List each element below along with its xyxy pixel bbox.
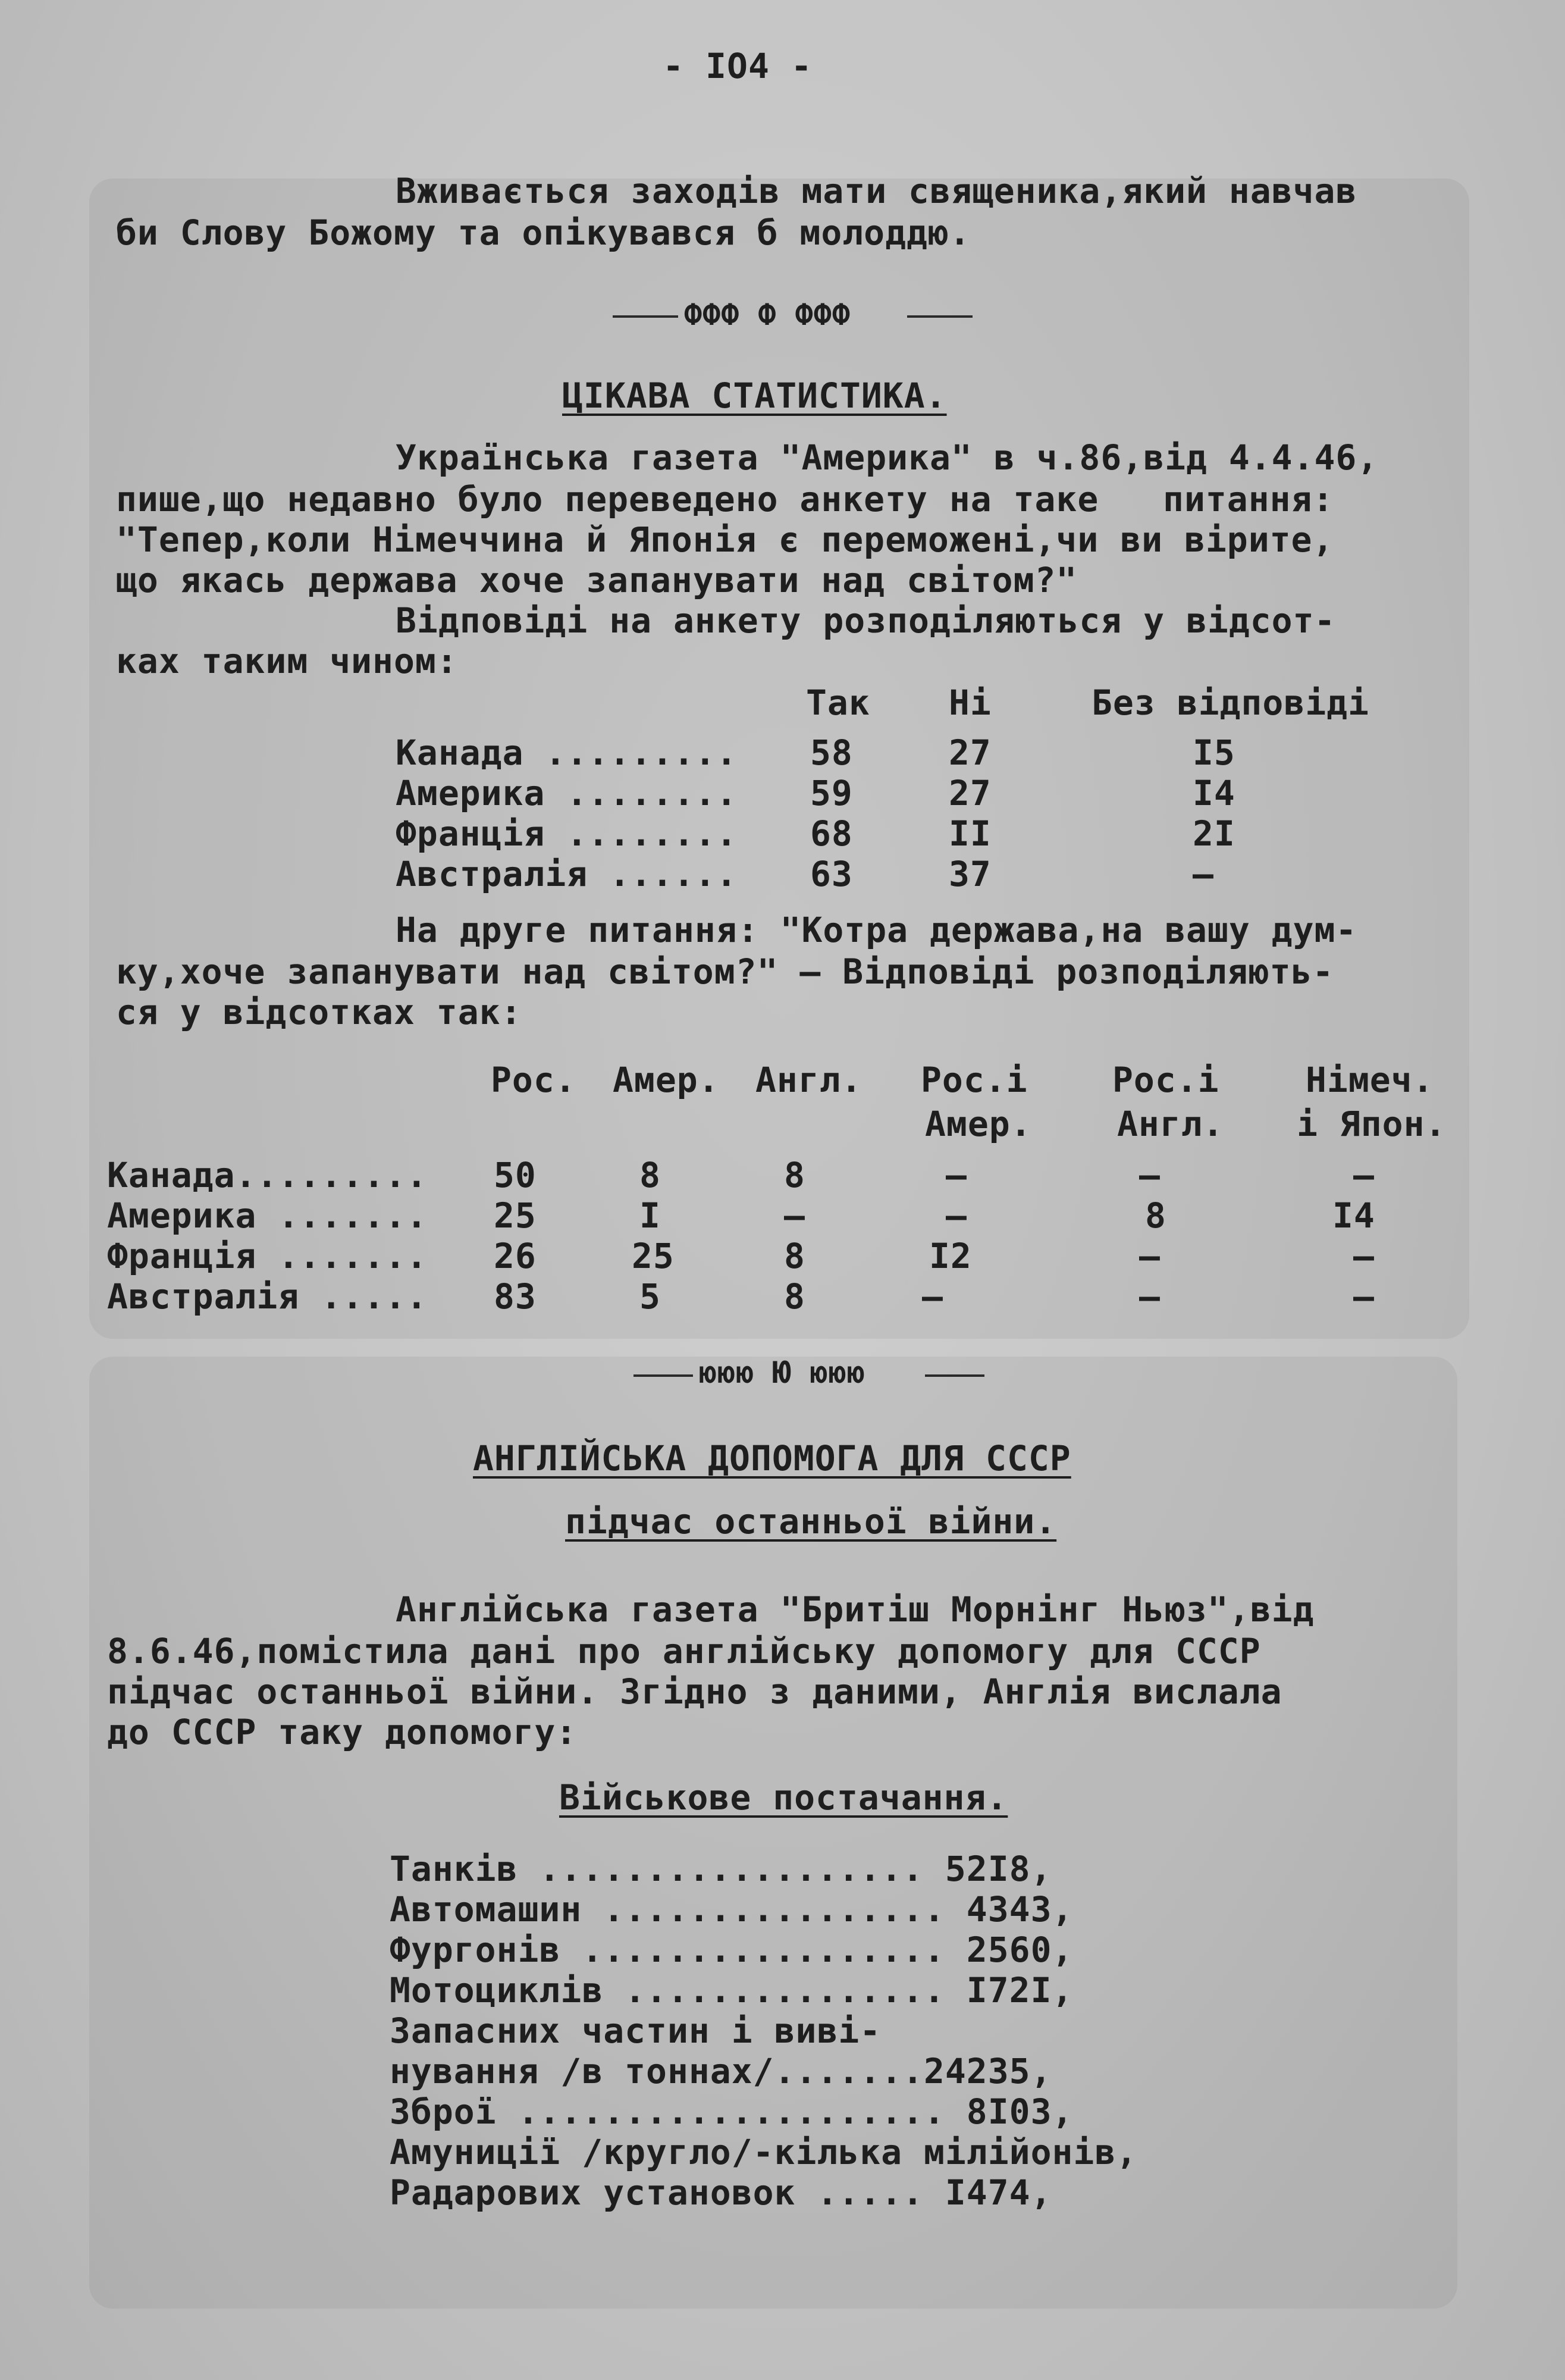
table2-cell: – xyxy=(1353,1236,1375,1276)
divider-ornament: ююю Ю ююю xyxy=(699,1355,865,1390)
table2-country: Австралія ..... xyxy=(107,1276,428,1317)
table2-cell: 25 xyxy=(494,1195,537,1236)
table2-country: Канада......... xyxy=(107,1155,428,1195)
paragraph-line: На друге питання: "Котра держава,на вашу дум- xyxy=(396,910,1357,950)
table2-header: Рос.і xyxy=(921,1060,1028,1100)
table2-cell: 25 xyxy=(632,1236,675,1276)
table2-header: Амер. xyxy=(925,1104,1032,1144)
paragraph-line: ку,хоче запанувати над світом?" – Відповіді розподіляють- xyxy=(116,951,1334,992)
paragraph-line: до СССР таку допомогу: xyxy=(107,1712,578,1752)
table1-country: Канада ......... xyxy=(396,732,738,773)
supply-item: Фургонів ................. 2560, xyxy=(390,1930,1074,1970)
table2-header: і Япон. xyxy=(1297,1104,1447,1144)
table2-cell: 83 xyxy=(494,1276,537,1317)
section-title-statistics: ЦІКАВА СТАТИСТИКА. xyxy=(562,375,947,416)
table1-cell: 58 xyxy=(810,732,853,773)
table2-cell: – xyxy=(1139,1155,1161,1195)
divider-rule xyxy=(633,1374,693,1377)
supply-item: нування /в тоннах/.......24235, xyxy=(390,2051,1052,2091)
paragraph-line: Англійська газета "Бритіш Морнінг Ньюз",від xyxy=(396,1589,1315,1630)
table2-header: Німеч. xyxy=(1306,1060,1434,1100)
table2-country: Америка ....... xyxy=(107,1195,428,1236)
table2-header: Амер. xyxy=(613,1060,720,1100)
table2-cell: I4 xyxy=(1332,1195,1375,1236)
table2-cell: I xyxy=(639,1195,661,1236)
table2-cell: – xyxy=(946,1155,967,1195)
table2-header: Рос.і xyxy=(1112,1060,1219,1100)
intro-line-1: Вживається заходів мати священика,який навчав xyxy=(396,171,1357,211)
section-subtitle-aid: підчас останньої війни. xyxy=(565,1501,1057,1542)
table1-country: Австралія ...... xyxy=(396,854,738,894)
table1-cell: 2I xyxy=(1193,813,1235,854)
table2-cell: – xyxy=(1353,1155,1375,1195)
table1-cell: I4 xyxy=(1193,773,1235,813)
table1-cell: 37 xyxy=(949,854,992,894)
paragraph-line: що якась держава хоче запанувати над світом?" xyxy=(116,560,1078,600)
divider-rule xyxy=(907,315,973,318)
paragraph-line: Українська газета "Америка" в ч.86,від 4.4.46, xyxy=(396,437,1379,478)
paragraph-line: пише,що недавно було переведено анкету на таке питання: xyxy=(116,479,1334,519)
table1-country: Америка ........ xyxy=(396,773,738,813)
table1-cell: II xyxy=(949,813,992,854)
table2-cell: – xyxy=(1353,1276,1375,1317)
table2-header: Англ. xyxy=(1117,1104,1224,1144)
table2-cell: I2 xyxy=(929,1236,972,1276)
table2-cell: 5 xyxy=(639,1276,661,1317)
table1-cell: 68 xyxy=(810,813,853,854)
table1-country: Франція ........ xyxy=(396,813,738,854)
supply-item: Радарових установок ..... I474, xyxy=(390,2172,1052,2213)
supply-item: Запасних частин і виві- xyxy=(390,2011,882,2051)
table2-cell: – xyxy=(922,1276,943,1317)
table1-cell: 27 xyxy=(949,773,992,813)
table1-header-yes: Так xyxy=(806,682,870,723)
table1-cell: I5 xyxy=(1193,732,1235,773)
supply-item: Автомашин ................ 4343, xyxy=(390,1889,1074,1930)
intro-line-2: би Слову Божому та опікувався б молоддю. xyxy=(116,212,971,253)
paragraph-line: ся у відсотках так: xyxy=(116,992,522,1032)
table1-cell: 63 xyxy=(810,854,853,894)
table2-cell: 8 xyxy=(639,1155,661,1195)
table2-cell: 8 xyxy=(784,1276,805,1317)
table1-header-no-answer: Без відповіді xyxy=(1092,682,1369,723)
paragraph-line: 8.6.46,помістила дані про англійську допомогу для СССР xyxy=(107,1631,1261,1671)
divider-rule xyxy=(925,1374,984,1377)
table2-header: Англ. xyxy=(755,1060,863,1100)
table2-country: Франція ....... xyxy=(107,1236,428,1276)
paragraph-line: Відповіді на анкету розподіляються у відсот- xyxy=(396,600,1336,641)
paragraph-line: ках таким чином: xyxy=(116,641,458,681)
supply-item: Танків .................. 52I8, xyxy=(390,1849,1052,1889)
table2-cell: 26 xyxy=(494,1236,537,1276)
table1-header-no: Ні xyxy=(949,682,992,723)
list-title-military-supplies: Військове постачання. xyxy=(559,1777,1008,1818)
divider-rule xyxy=(613,315,678,318)
paragraph-line: "Тепер,коли Німеччина й Японія є переможені,чи ви вірите, xyxy=(116,519,1334,560)
table2-cell: – xyxy=(1139,1276,1161,1317)
table1-cell: 27 xyxy=(949,732,992,773)
table1-cell: – xyxy=(1193,854,1214,894)
divider-ornament: ФФФ Ф ФФФ xyxy=(684,298,851,332)
table2-cell: 8 xyxy=(784,1236,805,1276)
supply-item: Зброї .................... 8I03, xyxy=(390,2091,1074,2132)
supply-item: Мотоциклів ............... I72I, xyxy=(390,1970,1074,2011)
table2-cell: 8 xyxy=(1145,1195,1166,1236)
table1-cell: 59 xyxy=(810,773,853,813)
section-title-aid: АНГЛІЙСЬКА ДОПОМОГА ДЛЯ СССР xyxy=(473,1438,1071,1479)
page-number: - IO4 - xyxy=(663,46,813,86)
paragraph-line: підчас останньої війни. Згідно з даними, Англія вислала xyxy=(107,1671,1282,1712)
table2-header: Рос. xyxy=(491,1060,576,1100)
table2-cell: 50 xyxy=(494,1155,537,1195)
table2-cell: – xyxy=(946,1195,967,1236)
table2-cell: 8 xyxy=(784,1155,805,1195)
supply-item: Амуниції /кругло/-кілька мілійонів, xyxy=(390,2132,1138,2172)
table2-cell: – xyxy=(1139,1236,1161,1276)
table2-cell: – xyxy=(784,1195,805,1236)
